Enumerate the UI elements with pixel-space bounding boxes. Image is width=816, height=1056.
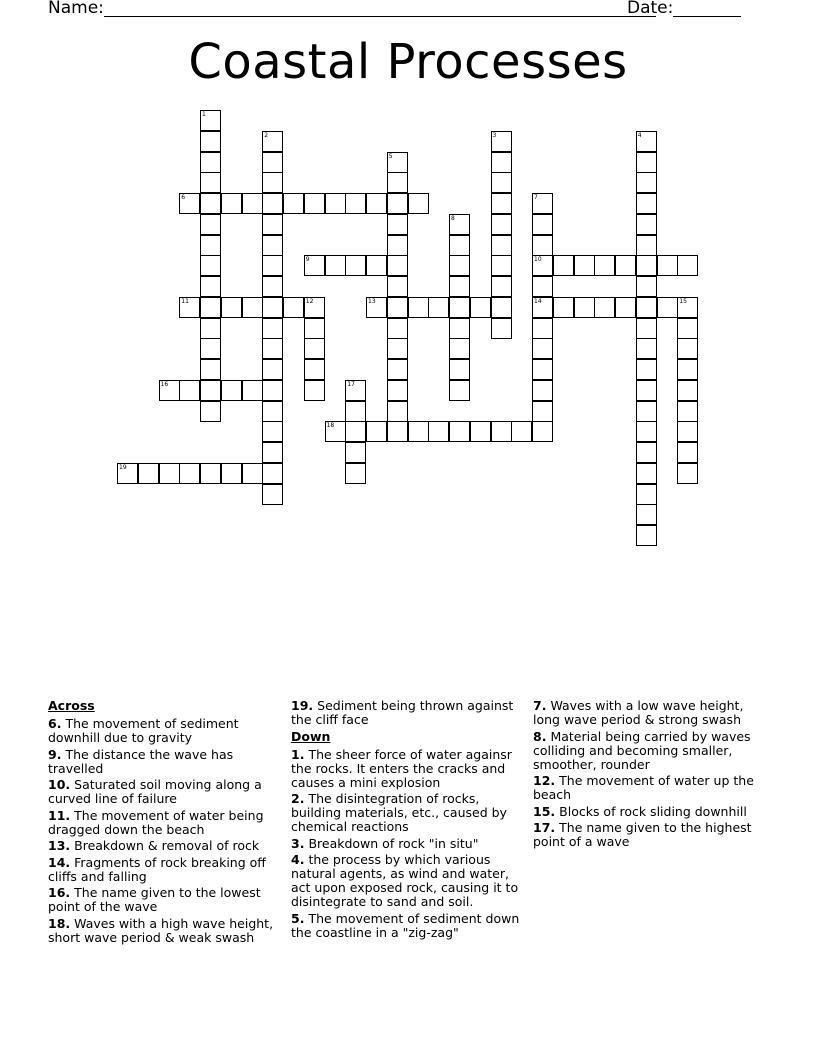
- crossword-cell[interactable]: [449, 359, 470, 380]
- crossword-cell[interactable]: [532, 401, 553, 422]
- clue-item-number: 16.: [48, 885, 71, 900]
- clue-item: [48, 748, 284, 776]
- crossword-cell[interactable]: [636, 152, 657, 173]
- crossword-cell[interactable]: [574, 255, 595, 276]
- crossword-cell[interactable]: [636, 525, 657, 546]
- crossword-cell[interactable]: [179, 463, 200, 484]
- crossword-cell[interactable]: [449, 276, 470, 297]
- crossword-cell[interactable]: [449, 338, 470, 359]
- crossword-cell[interactable]: [677, 359, 698, 380]
- crossword-cell[interactable]: [387, 359, 408, 380]
- clue-item: [291, 699, 527, 727]
- crossword-cell[interactable]: [532, 255, 553, 276]
- clue-column-2: [291, 699, 527, 942]
- crossword-cell[interactable]: [532, 193, 553, 214]
- crossword-cell[interactable]: [262, 255, 283, 276]
- date-label: Date:: [627, 0, 674, 18]
- crossword-cell[interactable]: [387, 421, 408, 442]
- crossword-cell[interactable]: [553, 255, 574, 276]
- crossword-cell[interactable]: [491, 421, 512, 442]
- crossword-cell[interactable]: [304, 297, 325, 318]
- clue-number: 3: [492, 131, 497, 139]
- clue-item-text: Sediment being thrown against the cliff face: [291, 698, 514, 727]
- down-heading: Down: [291, 728, 331, 744]
- crossword-cell[interactable]: [636, 463, 657, 484]
- crossword-cell[interactable]: [532, 380, 553, 401]
- crossword-cell[interactable]: [657, 297, 678, 318]
- crossword-cell[interactable]: [200, 255, 221, 276]
- crossword-cell[interactable]: [242, 463, 263, 484]
- crossword-cell[interactable]: [345, 193, 366, 214]
- clue-item-number: 6.: [48, 716, 62, 731]
- crossword-cell[interactable]: [325, 193, 346, 214]
- crossword-cell[interactable]: [200, 359, 221, 380]
- crossword-cell[interactable]: [200, 338, 221, 359]
- crossword-cell[interactable]: [387, 255, 408, 276]
- crossword-cell[interactable]: [179, 193, 200, 214]
- clue-item-number: 5.: [291, 910, 305, 926]
- crossword-cell[interactable]: [366, 297, 387, 318]
- crossword-cell[interactable]: [594, 297, 615, 318]
- crossword-cell[interactable]: [677, 463, 698, 484]
- clue-item: [48, 839, 284, 853]
- crossword-cell[interactable]: [262, 152, 283, 173]
- crossword-cell[interactable]: [221, 297, 242, 318]
- crossword-cell[interactable]: [636, 235, 657, 256]
- crossword-cell[interactable]: [677, 421, 698, 442]
- crossword-cell[interactable]: [262, 214, 283, 235]
- clue-item-number: 14.: [48, 854, 71, 870]
- crossword-cell[interactable]: [532, 359, 553, 380]
- crossword-cell[interactable]: [387, 172, 408, 193]
- clue-item-text: Breakdown of rock "in situ": [308, 835, 479, 851]
- clue-number: 11: [181, 297, 189, 305]
- crossword-cell[interactable]: [242, 380, 263, 401]
- clue-item: [291, 853, 527, 909]
- crossword-cell[interactable]: [511, 421, 532, 442]
- clue-item-number: 7.: [533, 698, 547, 713]
- crossword-cell[interactable]: [366, 193, 387, 214]
- crossword-cell[interactable]: [532, 338, 553, 359]
- crossword-cell[interactable]: [677, 297, 698, 318]
- clue-item-number: 1.: [291, 746, 305, 762]
- crossword-cell[interactable]: [262, 276, 283, 297]
- crossword-cell[interactable]: [636, 276, 657, 297]
- clue-number: 6: [181, 194, 186, 201]
- crossword-cell[interactable]: [304, 359, 325, 380]
- crossword-cell[interactable]: [117, 463, 138, 484]
- crossword-cell[interactable]: [200, 297, 221, 318]
- clue-item-text: The name given to the highest point of a wave: [533, 820, 752, 849]
- crossword-cell[interactable]: [200, 193, 221, 214]
- crossword-cell[interactable]: [636, 338, 657, 359]
- crossword-cell[interactable]: [200, 214, 221, 235]
- crossword-cell[interactable]: [574, 297, 595, 318]
- clue-item-number: 18.: [48, 915, 71, 931]
- crossword-cell[interactable]: [387, 297, 408, 318]
- crossword-cell[interactable]: [677, 318, 698, 339]
- crossword-cell[interactable]: [387, 276, 408, 297]
- crossword-cell[interactable]: [636, 442, 657, 463]
- clue-item-number: 13.: [48, 838, 71, 853]
- crossword-cell[interactable]: [262, 380, 283, 401]
- crossword-cell[interactable]: [262, 318, 283, 339]
- crossword-cell[interactable]: [283, 193, 304, 214]
- crossword-cell[interactable]: [677, 380, 698, 401]
- crossword-cell[interactable]: [304, 338, 325, 359]
- clue-number: 7: [534, 194, 538, 201]
- crossword-cell[interactable]: [636, 504, 657, 525]
- crossword-cell[interactable]: [615, 255, 636, 276]
- clue-item: [291, 748, 527, 790]
- crossword-cell[interactable]: [677, 255, 698, 276]
- clue-item-text: The disintegration of rocks, building materials, etc., caused by chemical reactions: [291, 791, 507, 834]
- clue-number: 17: [347, 380, 355, 388]
- clue-item: [291, 912, 527, 940]
- crossword-cell[interactable]: [325, 255, 346, 276]
- crossword-cell[interactable]: [200, 172, 221, 193]
- crossword-cell[interactable]: [491, 131, 512, 152]
- clue-item: [48, 717, 284, 745]
- crossword-cell[interactable]: [345, 380, 366, 401]
- clue-item: [533, 805, 769, 819]
- clue-number: 12: [305, 297, 314, 305]
- crossword-cell[interactable]: [262, 235, 283, 256]
- clue-number: 1: [202, 111, 206, 118]
- clue-number: 9: [305, 256, 310, 264]
- crossword-cell[interactable]: [532, 276, 553, 297]
- crossword-cell[interactable]: [449, 380, 470, 401]
- crossword-cell[interactable]: [491, 318, 512, 339]
- crossword-cell[interactable]: [262, 484, 283, 505]
- crossword-cell[interactable]: [532, 297, 553, 318]
- crossword-cell[interactable]: [304, 380, 325, 401]
- crossword-cell[interactable]: [200, 380, 221, 401]
- clue-item-text: Blocks of rock sliding downhill: [559, 803, 747, 819]
- crossword-cell[interactable]: [345, 255, 366, 276]
- crossword-cell[interactable]: [200, 276, 221, 297]
- clue-item: [533, 774, 769, 802]
- crossword-cell[interactable]: [242, 297, 263, 318]
- crossword-cell[interactable]: [262, 463, 283, 484]
- clue-number: 8: [451, 214, 455, 222]
- clue-item: [48, 917, 284, 945]
- clue-item: [533, 821, 769, 849]
- crossword-cell[interactable]: [449, 235, 470, 256]
- crossword-cell[interactable]: [242, 193, 263, 214]
- crossword-cell[interactable]: [262, 131, 283, 152]
- clue-column-3: [533, 699, 769, 852]
- crossword-cell[interactable]: [159, 463, 180, 484]
- crossword-cell[interactable]: [387, 214, 408, 235]
- clue-item: [533, 730, 769, 772]
- clue-item-text: The name given to the lowest point of the wave: [48, 885, 261, 914]
- crossword-cell[interactable]: [179, 380, 200, 401]
- crossword-cell[interactable]: [636, 255, 657, 276]
- clue-item-number: 3.: [291, 835, 305, 851]
- crossword-cell[interactable]: [262, 359, 283, 380]
- crossword-cell[interactable]: [491, 297, 512, 318]
- clue-item-number: 19.: [291, 698, 314, 713]
- clue-number: 10: [534, 256, 542, 264]
- clue-item: [291, 837, 527, 851]
- crossword-cell[interactable]: [345, 463, 366, 484]
- crossword-cell[interactable]: [366, 421, 387, 442]
- clue-item-text: Material being carried by waves colliding and becoming smaller, smoother, rounder: [533, 728, 751, 772]
- crossword-cell[interactable]: [553, 297, 574, 318]
- clue-item-number: 15.: [533, 803, 556, 819]
- clue-number: 5: [388, 152, 393, 160]
- clue-number: 15: [679, 297, 687, 305]
- clue-item-number: 4.: [291, 852, 305, 867]
- crossword-cell[interactable]: [532, 318, 553, 339]
- crossword-cell[interactable]: [387, 235, 408, 256]
- crossword-cell[interactable]: [636, 421, 657, 442]
- clue-item: [48, 886, 284, 914]
- crossword-cell[interactable]: [532, 421, 553, 442]
- clue-item-number: 11.: [48, 807, 71, 823]
- clue-number: 14: [534, 297, 542, 305]
- crossword-cell[interactable]: [221, 380, 242, 401]
- crossword-cell[interactable]: [636, 318, 657, 339]
- crossword-cell[interactable]: [449, 421, 470, 442]
- clue-number: 13: [368, 297, 376, 305]
- name-label: Name:: [48, 0, 104, 18]
- crossword-cell[interactable]: [428, 421, 449, 442]
- crossword-cell[interactable]: [138, 463, 159, 484]
- crossword-cell[interactable]: [345, 442, 366, 463]
- clue-item-text: The movement of sediment down the coastline in a "zig-zag": [291, 910, 520, 940]
- crossword-cell[interactable]: [304, 193, 325, 214]
- crossword-cell[interactable]: [262, 338, 283, 359]
- crossword-cell[interactable]: [283, 297, 304, 318]
- crossword-cell[interactable]: [491, 214, 512, 235]
- crossword-cell[interactable]: [408, 421, 429, 442]
- crossword-cell[interactable]: [532, 214, 553, 235]
- clue-item-number: 10.: [48, 777, 71, 792]
- clue-column-1: [48, 699, 284, 947]
- crossword-cell[interactable]: [387, 193, 408, 214]
- clue-item: [291, 792, 527, 834]
- crossword-cell[interactable]: [325, 421, 346, 442]
- crossword-cell[interactable]: [491, 172, 512, 193]
- crossword-cell[interactable]: [262, 442, 283, 463]
- crossword-cell[interactable]: [677, 442, 698, 463]
- crossword-cell[interactable]: [636, 131, 657, 152]
- crossword-cell[interactable]: [262, 421, 283, 442]
- crossword-cell[interactable]: [387, 401, 408, 422]
- clue-item-number: 9.: [48, 746, 62, 762]
- across-heading: Across: [48, 698, 95, 713]
- clue-item-text: Waves with a low wave height, long wave period & strong swash: [533, 698, 744, 727]
- clue-item-text: Fragments of rock breaking off cliffs and falling: [48, 854, 266, 884]
- crossword-cell[interactable]: [636, 359, 657, 380]
- crossword-cell[interactable]: [491, 255, 512, 276]
- crossword-cell[interactable]: [345, 421, 366, 442]
- crossword-cell[interactable]: [200, 152, 221, 173]
- clue-item-number: 12.: [533, 773, 556, 788]
- clue-item: [48, 778, 284, 806]
- crossword-cell[interactable]: [200, 463, 221, 484]
- crossword-cell[interactable]: [200, 401, 221, 422]
- crossword-cell[interactable]: [304, 318, 325, 339]
- crossword-cell[interactable]: [532, 235, 553, 256]
- crossword-cell[interactable]: [449, 297, 470, 318]
- crossword-cell[interactable]: [408, 193, 429, 214]
- clue-number: 16: [160, 380, 169, 388]
- crossword-cell[interactable]: [387, 318, 408, 339]
- clue-number: 4: [637, 131, 642, 139]
- crossword-cell[interactable]: [345, 401, 366, 422]
- crossword-cell[interactable]: [221, 463, 242, 484]
- clue-item-text: Waves with a high wave height, short wave period & weak swash: [48, 915, 274, 945]
- clue-item-text: Breakdown & removal of rock: [74, 838, 260, 853]
- crossword-cell[interactable]: [179, 297, 200, 318]
- crossword-cell[interactable]: [428, 297, 449, 318]
- crossword-cell[interactable]: [491, 235, 512, 256]
- crossword-cell[interactable]: [470, 297, 491, 318]
- crossword-cell[interactable]: [636, 297, 657, 318]
- crossword-cell[interactable]: [594, 255, 615, 276]
- clue-item-number: 2.: [291, 791, 305, 806]
- clue-item-text: The movement of sediment downhill due to gravity: [48, 716, 239, 745]
- clue-item-text: Saturated soil moving along a curved line of failure: [48, 777, 262, 806]
- crossword-cell[interactable]: [636, 484, 657, 505]
- crossword-cell[interactable]: [636, 193, 657, 214]
- clue-item-number: 8.: [533, 728, 547, 744]
- crossword-cell[interactable]: [221, 193, 242, 214]
- crossword-cell[interactable]: [200, 110, 221, 131]
- crossword-cell[interactable]: [262, 297, 283, 318]
- crossword-cell[interactable]: [200, 235, 221, 256]
- clue-number: 2: [264, 131, 269, 139]
- clue-item: [48, 856, 284, 884]
- clue-item-text: The movement of water being dragged down the beach: [48, 807, 264, 837]
- crossword-cell[interactable]: [159, 380, 180, 401]
- clue-number: 18: [326, 422, 335, 430]
- crossword-cell[interactable]: [387, 338, 408, 359]
- crossword-cell[interactable]: [677, 338, 698, 359]
- clue-item: [533, 699, 769, 727]
- crossword-cell[interactable]: [366, 255, 387, 276]
- crossword-cell[interactable]: [657, 255, 678, 276]
- crossword-cell[interactable]: [636, 380, 657, 401]
- crossword-cell[interactable]: [200, 131, 221, 152]
- clue-item-text: the process by which various natural agents, as wind and water, act upon exposed rock, causing it to disintegrate to sand and soil.: [291, 852, 519, 909]
- crossword-cell[interactable]: [677, 401, 698, 422]
- crossword-cell[interactable]: [491, 193, 512, 214]
- crossword-cell[interactable]: [615, 297, 636, 318]
- crossword-cell[interactable]: [636, 214, 657, 235]
- crossword-cell[interactable]: [449, 214, 470, 235]
- crossword-cell[interactable]: [470, 421, 491, 442]
- clue-number: 19: [119, 463, 127, 471]
- crossword-cell[interactable]: [262, 193, 283, 214]
- crossword-cell[interactable]: [387, 380, 408, 401]
- crossword-cell[interactable]: [387, 152, 408, 173]
- page-title: Coastal Processes: [188, 34, 628, 90]
- crossword-cell[interactable]: [200, 318, 221, 339]
- crossword-cell[interactable]: [491, 276, 512, 297]
- clue-item: [48, 809, 284, 837]
- clue-item-number: 17.: [533, 820, 556, 835]
- crossword-cell[interactable]: [449, 255, 470, 276]
- clue-item-text: The movement of water up the beach: [533, 773, 754, 802]
- crossword-cell[interactable]: [491, 152, 512, 173]
- crossword-cell[interactable]: [636, 401, 657, 422]
- crossword-cell[interactable]: [304, 255, 325, 276]
- crossword-cell[interactable]: [262, 401, 283, 422]
- crossword-cell[interactable]: [449, 318, 470, 339]
- crossword-cell[interactable]: [636, 172, 657, 193]
- clue-item-text: The distance the wave has travelled: [48, 746, 234, 776]
- crossword-cell[interactable]: [262, 172, 283, 193]
- crossword-cell[interactable]: [408, 297, 429, 318]
- clue-item-text: The sheer force of water againsr the rocks. It enters the cracks and causes a mini explosion: [291, 746, 512, 790]
